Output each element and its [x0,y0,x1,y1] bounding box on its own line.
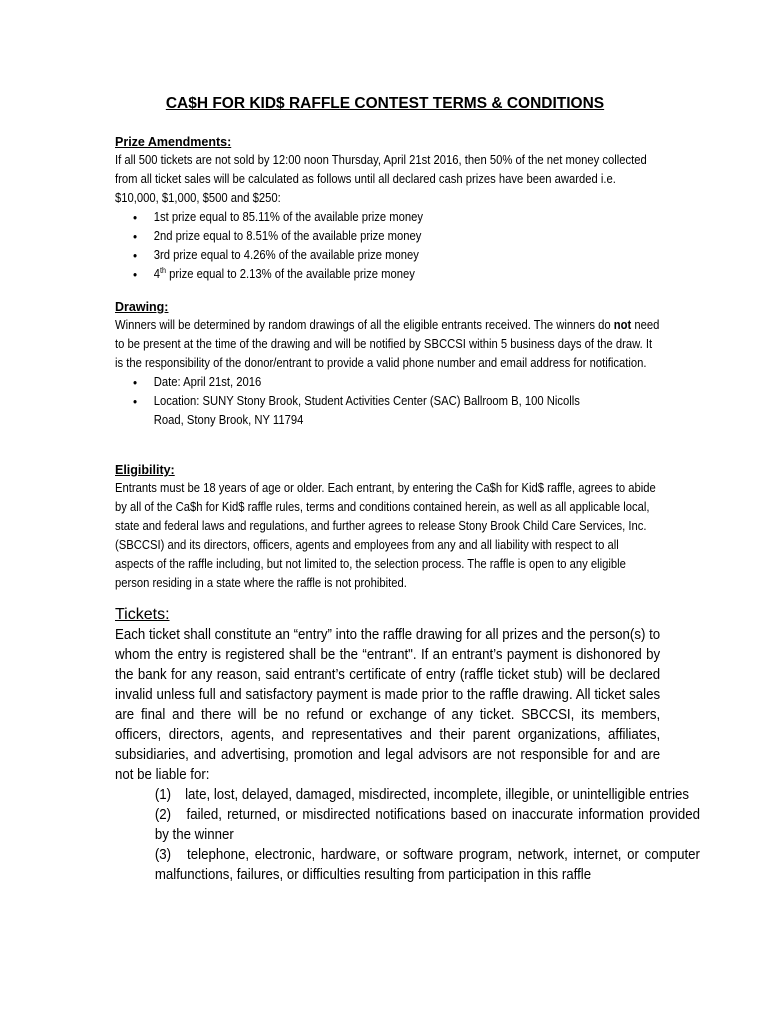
eligibility-heading: Eligibility: [115,463,175,477]
prize-ordinal-suffix: th [159,265,166,275]
prize-amendments-heading: Prize Amendments: [115,135,232,149]
eligibility-section [115,461,660,593]
tickets-heading: Tickets: [115,606,170,623]
drawing-location: • Location: SUNY Stony Brook, Student Activities Center (SAC) Ballroom B, 100 Nicolls Road, Stony Brook, NY 11794 [115,392,660,430]
page-title: CA$H FOR KID$ RAFFLE CONTEST TERMS & CONDITIONS [165,95,605,112]
drawing-body [115,316,660,373]
drawing-body-text-rest: need to be present at the time of the drawing and will be notified by SBCCSI within 5 business days of the draw. It is the responsibility of the donor/entrant to provide a valid phone number and email address for notification. [115,318,660,370]
prize-amendments-section [115,133,660,284]
tickets-body: Each ticket shall constitute an “entry” into the raffle drawing for all prizes and the person(s) to whom the entry is registered shall be the “entrant". If an entrant’s payment is dishonored by the bank for any reason, said entrant’s certificate of entry (raffle ticket stub) will be declared invalid unless full and satisfactory payment is made prior to the raffle drawing. All ticket sales are final and there will be no refund or exchange of any ticket. SBCCSI, its members, officers, directors, agents, and representatives and their parent organizations, affiliates, subsidiaries, and advertising, promotion and legal advisors are not responsible for and are not be liable for: [115,626,661,783]
drawing-section [115,298,660,430]
drawing-body-text: Winners will be determined by random drawings of all the eligible entrants received. The winners do [115,318,614,332]
prize-item: • 1st prize equal to 85.11% of the available prize money [115,208,660,227]
prize-item: • 3rd prize equal to 4.26% of the available prize money [115,246,660,265]
liability-item-text: telephone, electronic, hardware, or software program, network, internet, or computer malfunctions, failures, or difficulties resulting from participation in this raffle [154,846,700,883]
liability-item-text: failed, returned, or misdirected notifications based on inaccurate information provided by the winner [154,806,700,843]
liability-item-number: (3) [154,846,172,863]
prize-item [115,265,660,284]
tickets-section [115,605,700,885]
liability-item [115,785,700,805]
prize-list [115,208,660,284]
drawing-details-list [115,373,660,430]
liability-item [115,805,700,845]
drawing-date: • Date: April 21st, 2016 [115,373,660,392]
liability-item [115,845,700,885]
liability-item-number: (1) [154,786,172,803]
prize-ordinal: 4 [153,267,160,281]
eligibility-body: Entrants must be 18 years of age or older. Each entrant, by entering the Ca$h for Kid$ raffle, agrees to abide by all of the Ca$h for Kid$ raffle rules, terms and conditions contained herein, as well as all applicable local, state and federal laws and regulations, and further agrees to release Stony Brook Child Care Services, Inc. (SBCCSI) and its directors, officers, agents and employees from any and all liability with respect to all aspects of the raffle including, but not limited to, the selection process. The raffle is open to any eligible person residing in a state where the raffle is not prohibited. [115,481,656,590]
liability-item-text: late, lost, delayed, damaged, misdirected, incomplete, illegible, or unintelligible entries [185,786,690,803]
drawing-heading: Drawing: [115,300,169,314]
prize-item-text: prize equal to 2.13% of the available prize money [165,267,415,281]
drawing-body-emphasis: not [613,318,632,332]
liability-item-number: (2) [154,806,172,823]
prize-item: • 2nd prize equal to 8.51% of the available prize money [115,227,660,246]
prize-amendments-body: If all 500 tickets are not sold by 12:00 noon Thursday, April 21st 2016, then 50% of the net money collected from all ticket sales will be calculated as follows until all declared cash prizes have been awarded i.e. $10,000, $1,000, $500 and $250: [115,153,647,205]
